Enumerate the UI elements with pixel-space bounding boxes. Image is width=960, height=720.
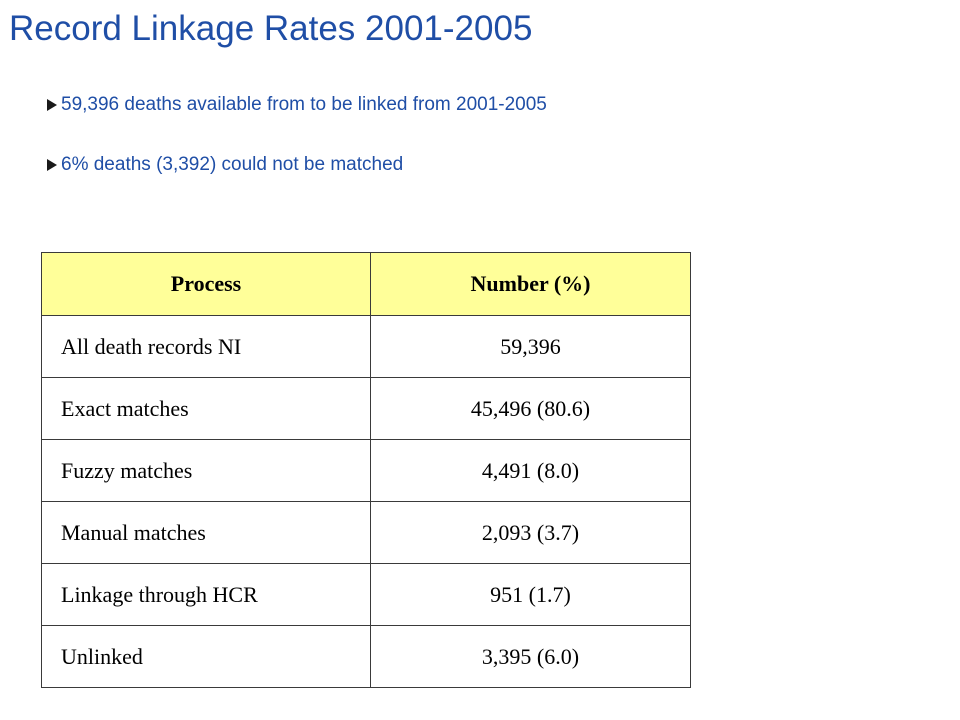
cell-number: 2,093 (3.7) [371,502,691,564]
cell-number: 4,491 (8.0) [371,440,691,502]
bullet-item [47,152,547,178]
table-row [42,378,691,440]
cell-process: Linkage through HCR [42,564,371,626]
table-row [42,564,691,626]
arrow-bullet-icon [47,159,57,171]
table-row [42,316,691,378]
table-row [42,440,691,502]
cell-number: 59,396 [371,316,691,378]
cell-number: 951 (1.7) [371,564,691,626]
header-number: Number (%) [371,253,691,316]
table-row [42,626,691,688]
cell-process: Fuzzy matches [42,440,371,502]
cell-process: Unlinked [42,626,371,688]
cell-process: Exact matches [42,378,371,440]
table-row [42,502,691,564]
table-header-row [42,253,691,316]
slide-title: Record Linkage Rates 2001-2005 [9,9,533,48]
cell-number: 45,496 (80.6) [371,378,691,440]
cell-process: Manual matches [42,502,371,564]
linkage-table [41,252,691,688]
cell-number: 3,395 (6.0) [371,626,691,688]
bullet-item [47,92,547,118]
bullet-text: 6% deaths (3,392) could not be matched [61,154,404,175]
header-process: Process [42,253,371,316]
cell-process: All death records NI [42,316,371,378]
bullet-text: 59,396 deaths available from to be linked from 2001-2005 [61,94,547,115]
bullet-list [47,92,547,178]
arrow-bullet-icon [47,99,57,111]
